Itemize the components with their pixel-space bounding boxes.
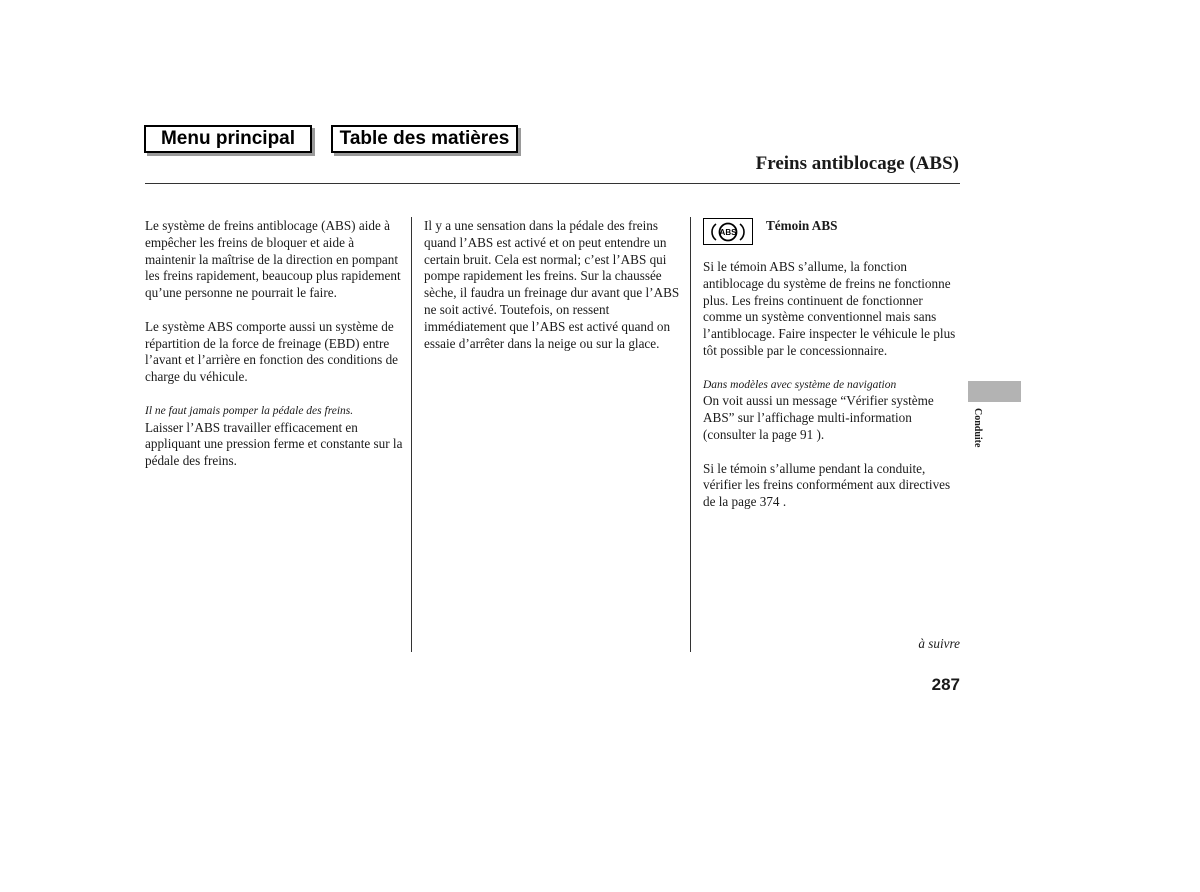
continued-label: à suivre <box>918 636 960 651</box>
main-menu-button[interactable]: Menu principal <box>144 125 312 153</box>
abs-sensation-paragraph: Il y a une sensation dans la pédale des freins quand l’ABS est activé et on peut entendre un certain bruit. Cela est normal; c’est l’ABS qui pompe rapidement les freins. Sur la chaussée sèche, il faudra un freinage dur avant que l’ABS ne soit activé. Toutefois, on ressent immédiatement que l’ABS est activé quand on essaie d’arrêter dans la neige ou sur la glace. <box>424 218 680 351</box>
abs-icon-text: ABS <box>719 227 737 237</box>
column-left <box>145 218 403 470</box>
pumping-note-text: Laisser l’ABS travailler efficacement en appliquant une pression ferme et constante sur la pédale des freins. <box>145 419 403 469</box>
navigation-note <box>703 377 958 444</box>
section-label: Conduite <box>972 408 983 448</box>
page-number: 287 <box>931 675 960 694</box>
column-divider-2 <box>690 217 691 652</box>
abs-warning-icon <box>703 218 753 245</box>
ebd-paragraph: Le système ABS comporte aussi un système de répartition de la force de freinage (EBD) entre l’avant et l’arrière en fonction des conditions de charge du véhicule. <box>145 318 399 385</box>
navigation-note-heading: Dans modèles avec système de navigation <box>703 378 897 391</box>
driving-indicator-paragraph: Si le témoin s’allume pendant la conduite, vérifier les freins conformément aux directives de la page 374 . <box>703 460 951 510</box>
abs-intro-paragraph: Le système de freins antiblocage (ABS) aide à empêcher les freins de bloquer et aide à maintenir la maîtrise de la direction en pompant les freins rapidement, beaucoup plus rapidement qu’une personne ne pourrait le faire. <box>145 218 401 301</box>
table-of-contents-button[interactable]: Table des matières <box>331 125 518 153</box>
column-right <box>703 218 958 511</box>
column-middle <box>424 218 684 352</box>
column-divider-1 <box>411 217 412 652</box>
header-divider <box>145 183 960 184</box>
abs-indicator-title: Témoin ABS <box>766 218 838 233</box>
pumping-note <box>145 403 403 470</box>
page-title: Freins antiblocage (ABS) <box>755 153 959 174</box>
pumping-note-heading: Il ne faut jamais pomper la pédale des freins. <box>145 404 354 417</box>
abs-indicator-heading <box>703 218 958 251</box>
abs-indicator-paragraph: Si le témoin ABS s’allume, la fonction antiblocage du système de freins ne fonctionne plus. Les freins continuent de fonctionner comme un système conventionnel mais sans l’antiblocage. Faire inspecter le véhicule le plus tôt possible par le concessionnaire. <box>703 259 956 358</box>
abs-lamp-icon <box>709 221 747 243</box>
navigation-note-text: On voit aussi un message “Vérifier système ABS” sur l’affichage multi-information (consulter la page 91 ). <box>703 393 934 442</box>
section-tab <box>968 381 1021 402</box>
